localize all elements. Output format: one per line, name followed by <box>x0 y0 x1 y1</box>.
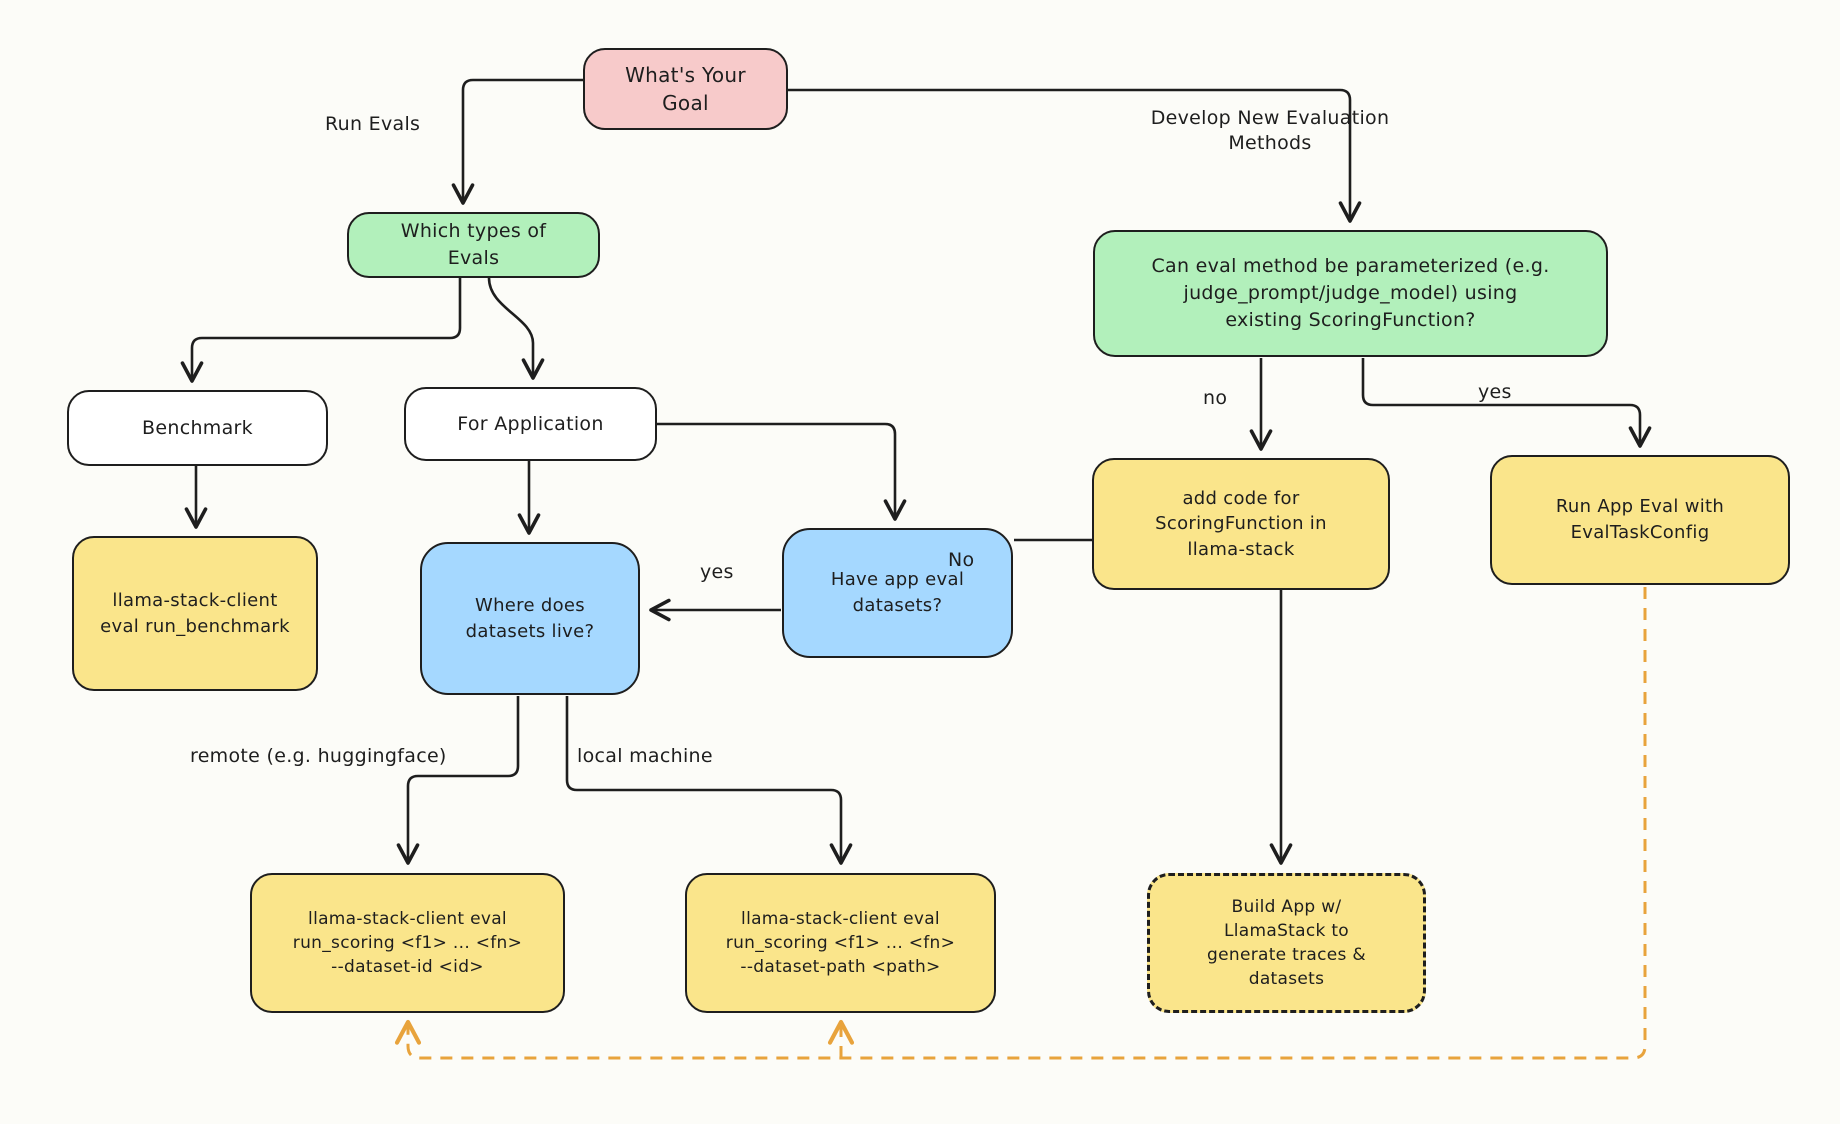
node-line: Can eval method be parameterized (e.g. <box>1151 255 1550 278</box>
node-line: llama-stack <box>1187 538 1295 560</box>
node-line: Run App Eval with <box>1555 496 1725 518</box>
edge-label-run-evals: Run Evals <box>325 113 421 135</box>
node-line: For Application <box>457 412 604 435</box>
node-line: Build App w/ <box>1231 896 1342 917</box>
node-line: datasets? <box>852 595 943 616</box>
node-benchmark <box>67 390 328 466</box>
edge-label-line: Methods <box>1228 131 1312 154</box>
arrow-where-datasets-run-scoring-id <box>408 696 518 863</box>
edge-label-yes-have-datasets: yes <box>700 561 734 583</box>
node-run-scoring-dataset-path <box>685 873 996 1013</box>
node-build-app-llamastack <box>1147 873 1426 1013</box>
arrow-goal-which-types <box>463 80 583 203</box>
edge-label-develop-new-evaluation-methods <box>1090 106 1450 155</box>
node-run-app-eval-evaltaskconfig <box>1490 455 1790 585</box>
node-line: llama-stack-client eval <box>741 908 940 929</box>
node-line: existing ScoringFunction? <box>1225 308 1476 331</box>
node-line: Evals <box>447 247 500 269</box>
arrow-which-types-benchmark <box>192 278 460 381</box>
arrow-where-datasets-run-scoring-path <box>567 696 841 863</box>
arrow-which-types-for-application <box>489 278 533 378</box>
node-line: llama-stack-client eval <box>308 908 507 929</box>
node-line: --dataset-id <id> <box>331 957 484 978</box>
node-line: run_scoring <f1> ... <fn> <box>292 932 523 953</box>
node-line: Which types of <box>400 220 547 243</box>
node-line: Where does <box>475 594 585 616</box>
edge-label-line: Develop New Evaluation <box>1150 107 1390 129</box>
edge-label-yes-param: yes <box>1478 381 1512 403</box>
node-run-scoring-dataset-id <box>250 873 565 1013</box>
node-line: Goal <box>662 91 709 115</box>
node-line: llama-stack-client <box>112 589 278 611</box>
node-line: EvalTaskConfig <box>1570 522 1710 543</box>
node-have-app-eval-datasets <box>782 528 1013 658</box>
node-line: Have app eval <box>830 569 965 591</box>
node-which-types-of-evals <box>347 212 600 278</box>
node-line: datasets live? <box>465 620 595 642</box>
node-run-benchmark-command <box>72 536 318 691</box>
arrow-for-application-have-datasets <box>657 424 895 519</box>
edge-label-local-machine: local machine <box>577 745 713 767</box>
node-line: ScoringFunction in <box>1155 513 1327 535</box>
node-line: generate traces & <box>1207 945 1366 965</box>
node-line: judge_prompt/judge_model) using <box>1183 282 1518 305</box>
edge-label-no-param: no <box>1203 387 1228 409</box>
node-line: datasets <box>1248 969 1325 990</box>
node-line: add code for <box>1182 487 1300 509</box>
edge-label-no-have-datasets: No <box>948 549 975 571</box>
node-line: --dataset-path <path> <box>740 957 941 978</box>
node-whats-your-goal <box>583 48 788 130</box>
node-line: Benchmark <box>142 416 253 439</box>
node-line: LlamaStack to <box>1223 920 1350 941</box>
node-line: run_scoring <f1> ... <fn> <box>725 932 956 953</box>
edge-label-remote-huggingface: remote (e.g. huggingface) <box>190 745 447 767</box>
node-for-application <box>404 387 657 461</box>
node-add-code-scoringfunction <box>1092 458 1390 590</box>
node-where-does-datasets-live <box>420 542 640 695</box>
node-line: eval run_benchmark <box>100 615 290 637</box>
node-can-eval-method-parameterized <box>1093 230 1608 357</box>
node-line: What's Your <box>625 62 746 87</box>
